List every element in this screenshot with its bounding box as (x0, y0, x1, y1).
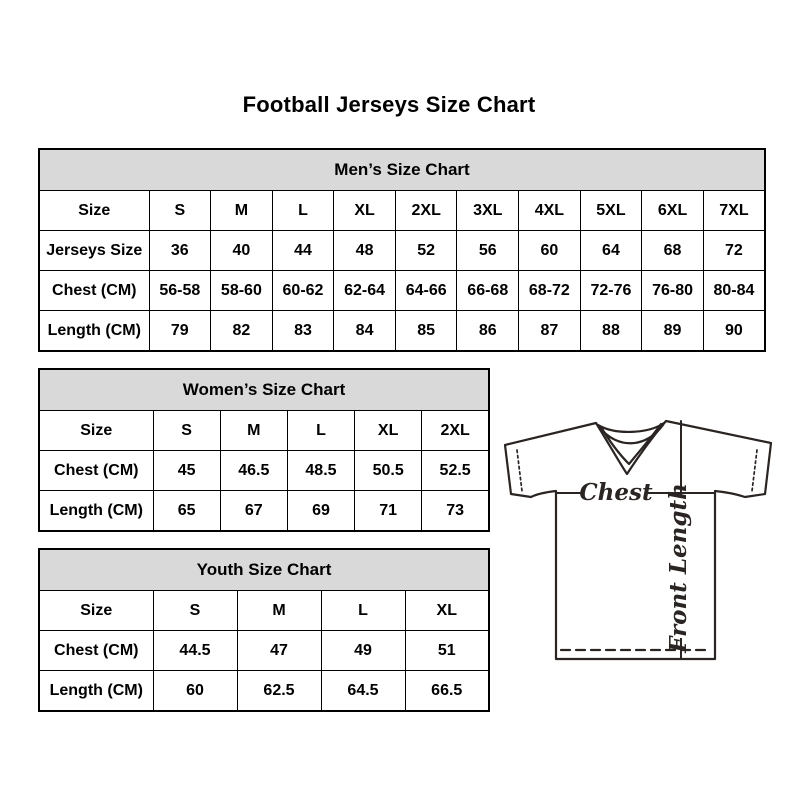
value-cell: 85 (395, 311, 457, 352)
table-row (39, 271, 765, 311)
value-cell: 44 (272, 231, 334, 271)
value-cell: 87 (519, 311, 581, 352)
size-col-header: L (272, 191, 334, 231)
size-col-header: XL (405, 591, 489, 631)
table-title: Youth Size Chart (39, 549, 489, 591)
value-cell: 49 (321, 631, 405, 671)
value-cell: 62-64 (334, 271, 396, 311)
size-row-label: Size (39, 411, 153, 451)
size-col-header: M (220, 411, 287, 451)
value-cell: 83 (272, 311, 334, 352)
size-col-header: 6XL (642, 191, 704, 231)
jersey-chest-label: Chest (579, 479, 653, 506)
value-cell: 36 (149, 231, 211, 271)
jersey-diagram (503, 403, 775, 675)
value-cell: 56-58 (149, 271, 211, 311)
value-cell: 47 (237, 631, 321, 671)
table-title: Men’s Size Chart (39, 149, 765, 191)
page-title: Football Jerseys Size Chart (242, 92, 536, 117)
row-label: Jerseys Size (39, 231, 149, 271)
value-cell: 58-60 (211, 271, 273, 311)
size-col-header: XL (355, 411, 422, 451)
size-col-header: S (153, 591, 237, 631)
size-col-header: L (287, 411, 354, 451)
row-label: Chest (CM) (39, 271, 149, 311)
value-cell: 86 (457, 311, 519, 352)
size-col-header: 2XL (395, 191, 457, 231)
value-cell: 66-68 (457, 271, 519, 311)
value-cell: 89 (642, 311, 704, 352)
size-col-header: M (211, 191, 273, 231)
jersey-outline (505, 421, 771, 659)
table-title: Women’s Size Chart (39, 369, 489, 411)
value-cell: 65 (153, 491, 220, 532)
youth-size-table (38, 548, 490, 712)
value-cell: 88 (580, 311, 642, 352)
value-cell: 73 (422, 491, 489, 532)
size-col-header: XL (334, 191, 396, 231)
value-cell: 44.5 (153, 631, 237, 671)
row-label: Chest (CM) (39, 631, 153, 671)
table-row (39, 231, 765, 271)
row-label: Length (CM) (39, 491, 153, 532)
row-label: Chest (CM) (39, 451, 153, 491)
value-cell: 90 (703, 311, 765, 352)
size-row-label: Size (39, 191, 149, 231)
value-cell: 82 (211, 311, 273, 352)
value-cell: 71 (355, 491, 422, 532)
row-label: Length (CM) (39, 671, 153, 712)
value-cell: 50.5 (355, 451, 422, 491)
size-col-header: 7XL (703, 191, 765, 231)
table-row (39, 671, 489, 712)
value-cell: 46.5 (220, 451, 287, 491)
value-cell: 51 (405, 631, 489, 671)
value-cell: 84 (334, 311, 396, 352)
value-cell: 45 (153, 451, 220, 491)
size-col-header: 3XL (457, 191, 519, 231)
value-cell: 62.5 (237, 671, 321, 712)
size-col-header: S (149, 191, 211, 231)
size-col-header: 4XL (519, 191, 581, 231)
value-cell: 69 (287, 491, 354, 532)
value-cell: 68 (642, 231, 704, 271)
mens-size-table (38, 148, 766, 352)
size-col-header: S (153, 411, 220, 451)
value-cell: 52 (395, 231, 457, 271)
value-cell: 72 (703, 231, 765, 271)
value-cell: 48.5 (287, 451, 354, 491)
size-col-header: 2XL (422, 411, 489, 451)
value-cell: 52.5 (422, 451, 489, 491)
value-cell: 60-62 (272, 271, 334, 311)
size-col-header: M (237, 591, 321, 631)
value-cell: 60 (519, 231, 581, 271)
table-row (39, 491, 489, 532)
collar-band-arc-1 (598, 423, 664, 432)
value-cell: 60 (153, 671, 237, 712)
value-cell: 48 (334, 231, 396, 271)
value-cell: 56 (457, 231, 519, 271)
value-cell: 72-76 (580, 271, 642, 311)
value-cell: 67 (220, 491, 287, 532)
jersey-front-length-label: Front Length (665, 483, 692, 653)
size-col-header: L (321, 591, 405, 631)
size-col-header: 5XL (580, 191, 642, 231)
table-row (39, 311, 765, 352)
value-cell: 40 (211, 231, 273, 271)
table-row (39, 631, 489, 671)
row-label: Length (CM) (39, 311, 149, 352)
table-row (39, 451, 489, 491)
value-cell: 64.5 (321, 671, 405, 712)
size-row-label: Size (39, 591, 153, 631)
womens-size-table (38, 368, 490, 532)
value-cell: 68-72 (519, 271, 581, 311)
value-cell: 79 (149, 311, 211, 352)
value-cell: 64 (580, 231, 642, 271)
value-cell: 76-80 (642, 271, 704, 311)
value-cell: 80-84 (703, 271, 765, 311)
value-cell: 66.5 (405, 671, 489, 712)
value-cell: 64-66 (395, 271, 457, 311)
